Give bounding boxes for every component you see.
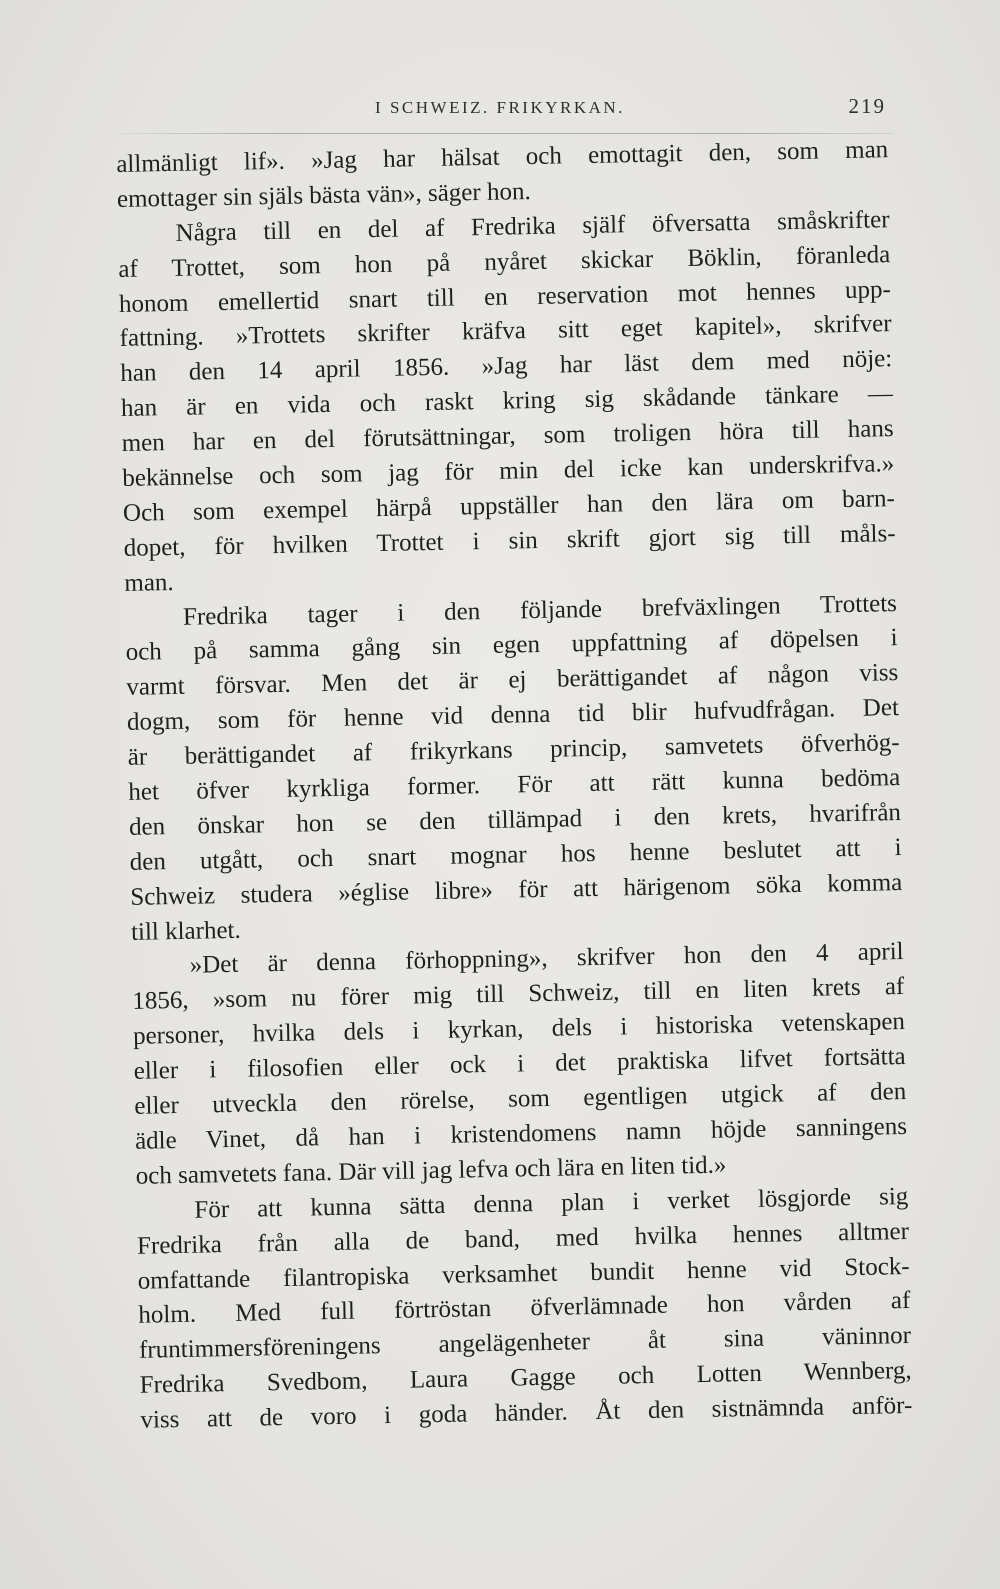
text-line: Fredrika tager i den följande brefväxlingen Trottets bbox=[182, 589, 898, 631]
text-line: ädle Vinet, då han i kristendomens namn höjde sanningens bbox=[134, 1112, 908, 1155]
text-line: man. bbox=[124, 568, 174, 597]
text-line: fattning. »Trottets skrifter kräfva sitt eget kapitel», skrifver bbox=[119, 310, 892, 353]
text-line: dogm, som för henne vid denna tid blir hufvudfrågan. Det bbox=[126, 694, 900, 737]
text-line: men har en del förutsättningar, som troligen höra till hans bbox=[121, 415, 894, 458]
text-line: omfattande filantropiska verksamhet bundit henne vid Stock- bbox=[137, 1252, 910, 1295]
text-line: han är en vida och raskt kring sig skådande tänkare — bbox=[120, 380, 894, 423]
text-line: fruntimmersföreningens angelägenheter åt sina väninnor bbox=[138, 1322, 912, 1365]
text-line: den utgått, och snart mognar hos henne beslutet att i bbox=[129, 833, 902, 876]
text-line: 1856, »som nu förer mig till Schweiz, till en liten krets af bbox=[132, 973, 905, 1016]
text-line: holm. Med full förtröstan öfverlämnade hon vården af bbox=[138, 1287, 911, 1330]
page-number: 219 bbox=[848, 94, 886, 118]
text-line: Några till en del af Fredrika själf öfversatta småskrifter bbox=[175, 205, 890, 247]
text-line: och på samma gång sin egen uppfattning af döpelsen i bbox=[125, 624, 898, 667]
text-line: het öfver kyrkliga former. För att rätt kunna bedöma bbox=[128, 764, 901, 806]
text-line: Fredrika från alla de band, med hvilka hennes alltmer bbox=[136, 1217, 910, 1260]
text-line: till klarhet. bbox=[130, 916, 241, 946]
text-line: eller utveckla den rörelse, som egentligen utgick af den bbox=[134, 1078, 907, 1120]
text-line: dopet, för hvilken Trottet i sin skrift gjort sig till måls- bbox=[123, 519, 896, 562]
text-line: emottager sin själs bästa vän», säger hon. bbox=[116, 177, 531, 213]
header-rule bbox=[118, 133, 894, 134]
page-header bbox=[110, 92, 890, 122]
text-line: För att kunna sätta denna plan i verket lösgjorde sig bbox=[194, 1182, 909, 1224]
body-text bbox=[116, 133, 913, 1439]
text-line: »Det är denna förhoppning», skrifver hon den 4 april bbox=[189, 938, 904, 980]
text-line: Och som exempel härpå uppställer han den lära om barn- bbox=[122, 485, 896, 527]
text-line: han den 14 april 1856. »Jag har läst dem med nöje: bbox=[120, 345, 893, 388]
text-line: af Trottet, som hon på nyåret skickar Böklin, föranleda bbox=[118, 240, 891, 283]
text-line: personer, hvilka dels i kyrkan, dels i historiska vetenskapen bbox=[132, 1008, 906, 1051]
text-line: är berättigandet af frikyrkans princip, samvetets öfverhög- bbox=[127, 729, 900, 772]
text-line: och samvetets fana. Där vill jag lefva och lära en liten tid.» bbox=[135, 1151, 727, 1190]
text-line: Schweiz studera »église libre» för att härigenom söka komma bbox=[130, 868, 903, 911]
text-line: eller i filosofien eller ock i det praktiska lifvet fortsätta bbox=[133, 1043, 906, 1085]
text-line: varmt försvar. Men det är ej berättigandet af någon viss bbox=[126, 659, 899, 702]
text-line: den önskar hon se den tillämpad i den krets, hvarifrån bbox=[128, 798, 902, 841]
text-line: allmänligt lif». »Jag har hälsat och emottagit den, som man bbox=[116, 136, 889, 178]
text-line: Fredrika Svedbom, Laura Gagge och Lotten Wennberg, bbox=[139, 1357, 912, 1399]
text-line: viss att de voro i goda händer. Åt den sistnämnda anför- bbox=[140, 1392, 913, 1434]
running-head: I SCHWEIZ. FRIKYRKAN. bbox=[375, 98, 625, 117]
text-line: bekännelse och som jag för min del icke kan underskrifva.» bbox=[122, 450, 895, 492]
text-line: honom emellertid snart till en reservation mot hennes upp- bbox=[118, 275, 892, 318]
